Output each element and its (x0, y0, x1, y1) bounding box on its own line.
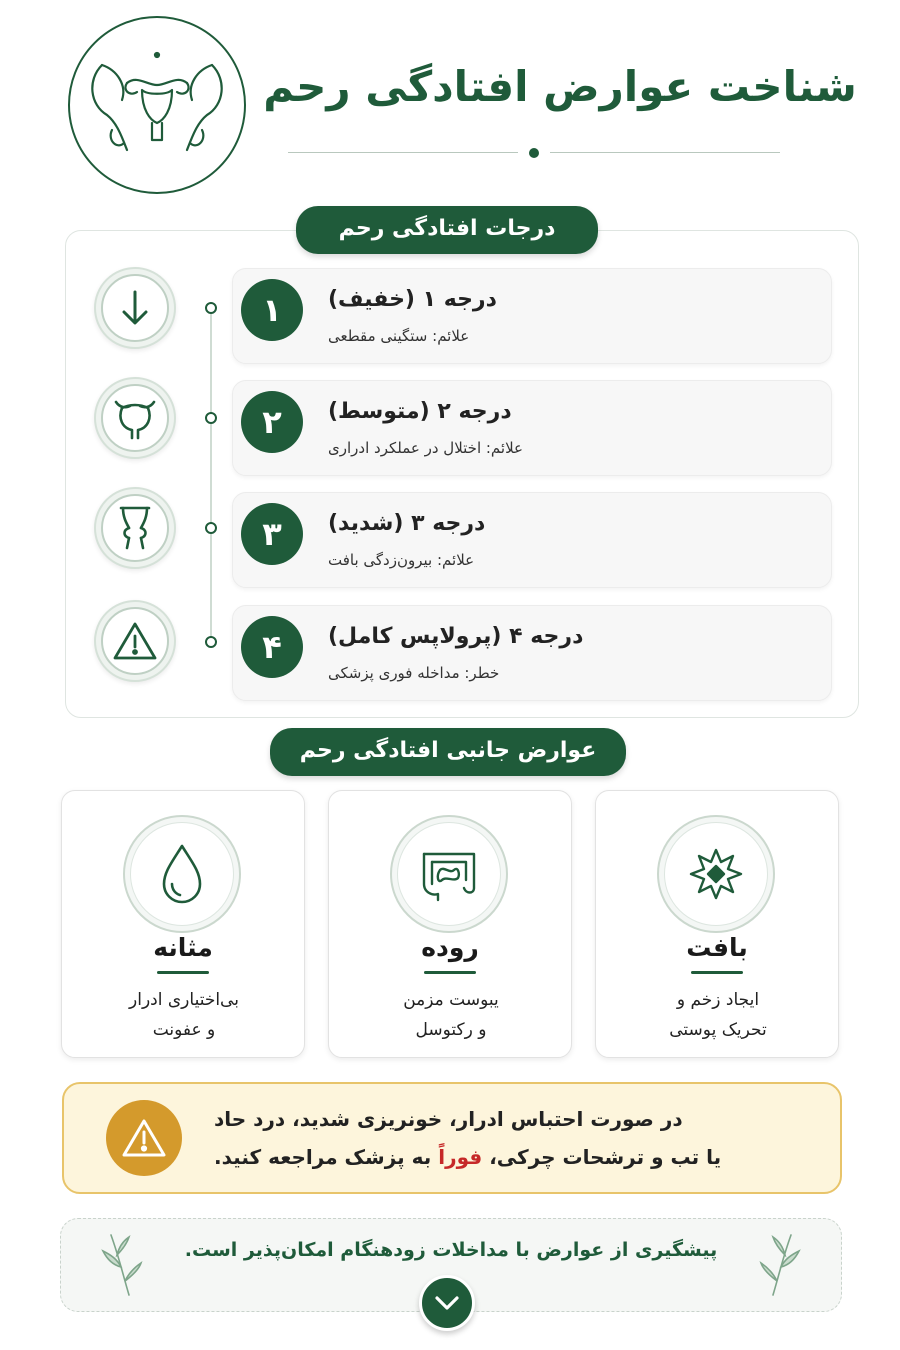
warning-line-2-start: یا تب و ترشحات چرکی، (482, 1145, 722, 1169)
warning-icon (121, 1117, 167, 1159)
title-underline (691, 971, 743, 974)
effect-title: بافت (686, 933, 748, 962)
emergency-warning (62, 1082, 842, 1194)
grade-title: درجه ۴ (پرولاپس کامل) (328, 624, 584, 649)
grade-title: درجه ۲ (متوسط) (328, 399, 512, 424)
drop-icon (158, 842, 206, 906)
logo-badge (68, 16, 246, 194)
effect-icon-badge (390, 815, 508, 933)
effect-desc-line: تحریک پوستی (669, 1020, 767, 1040)
timeline-dot (205, 522, 217, 534)
grade-number: ۳ (241, 503, 303, 565)
effect-desc-line: بی‌اختیاری ادرار (129, 990, 239, 1010)
grade-description: علائم: ستگینی مقطعی (328, 327, 470, 345)
effect-card-bladder (61, 790, 305, 1058)
effect-desc-line: یبوست مزمن (403, 990, 499, 1010)
grade-description: علائم: بیرون‌زدگی بافت (328, 551, 475, 569)
bladder-icon (112, 396, 158, 440)
grade-4-icon-badge (94, 600, 176, 682)
grade-title: درجه ۱ (خفیف) (328, 287, 497, 312)
grade-card-4 (232, 605, 832, 701)
effect-desc-line: و عفونت (152, 1020, 216, 1040)
grade-description: علائم: اختلال در عملکرد ادراری (328, 439, 523, 457)
pelvis-uterus-icon (82, 45, 232, 165)
effect-title: روده (421, 933, 479, 962)
effect-description (616, 985, 820, 1045)
warning-line-2 (214, 1138, 814, 1176)
leaf-branch-icon (99, 1229, 145, 1299)
warning-icon (112, 620, 158, 662)
grade-number: ۲ (241, 391, 303, 453)
warning-emphasis: فوراً (438, 1145, 483, 1169)
leaf-branch-icon (757, 1229, 803, 1299)
grade-card-1 (232, 268, 832, 364)
effect-icon-badge (657, 815, 775, 933)
effect-title: مثانه (153, 933, 213, 962)
effect-description (82, 985, 286, 1045)
warning-text (214, 1100, 814, 1176)
effect-description (349, 985, 553, 1045)
title-divider (288, 152, 788, 154)
grade-3-icon-badge (94, 487, 176, 569)
effect-icon-badge (123, 815, 241, 933)
effects-heading: عوارض جانبی افتادگی رحم (270, 728, 626, 776)
timeline-dot (205, 636, 217, 648)
effect-card-intestine (328, 790, 572, 1058)
grade-description: خطر: مداخله فوری پزشکی (328, 664, 500, 682)
warning-badge (106, 1100, 182, 1176)
grade-number: ۱ (241, 279, 303, 341)
title-underline (157, 971, 209, 974)
intestine-icon (416, 844, 482, 904)
grades-timeline (210, 307, 212, 643)
grades-heading: درجات افتادگی رحم (296, 206, 598, 254)
grade-number: ۴ (241, 616, 303, 678)
prevention-text: پیشگیری از عوارض با مداخلات زودهنگام امکان‌پذیر است. (184, 1239, 718, 1261)
tissue-protrusion-icon (113, 504, 157, 552)
tissue-burst-icon (686, 844, 746, 904)
grade-card-3 (232, 492, 832, 588)
expand-button[interactable] (419, 1275, 475, 1331)
grade-title: درجه ۳ (شدید) (328, 511, 486, 536)
timeline-dot (205, 412, 217, 424)
warning-line-2-end: به پزشک مراجعه کنید. (214, 1145, 439, 1169)
grade-card-2 (232, 380, 832, 476)
effect-card-tissue (595, 790, 839, 1058)
grade-1-icon-badge (94, 267, 176, 349)
effect-desc-line: ایجاد زخم و (676, 990, 760, 1010)
timeline-dot (205, 302, 217, 314)
grade-2-icon-badge (94, 377, 176, 459)
effect-desc-line: و رکتوسل (415, 1020, 487, 1040)
arrow-down-icon (118, 288, 152, 328)
chevron-down-icon (434, 1295, 460, 1311)
page-title: شناخت عوارض افتادگی رحم (263, 62, 857, 111)
warning-line-1: در صورت احتباس ادرار، خونریزی شدید، درد حاد (214, 1107, 683, 1131)
title-underline (424, 971, 476, 974)
